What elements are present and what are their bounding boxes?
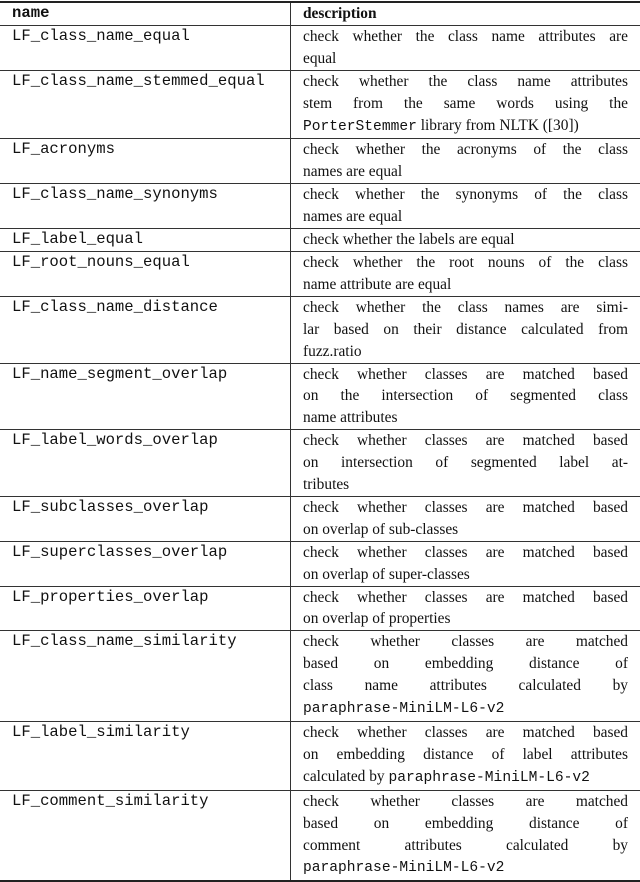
description-line <box>303 564 628 586</box>
description-line <box>303 608 628 630</box>
description-text: stem from the same words using the <box>303 95 628 112</box>
description-line <box>303 452 628 474</box>
function-name: LF_label_words_overlap <box>0 430 291 497</box>
description-line <box>303 364 628 386</box>
description-text: names are equal <box>303 208 402 225</box>
description-line <box>303 497 628 519</box>
description-line <box>303 407 628 429</box>
table-row <box>0 631 640 722</box>
description-text: based on embedding distance of <box>303 815 628 832</box>
description-line <box>303 519 628 541</box>
table-row <box>0 139 640 184</box>
function-name: LF_class_name_distance <box>0 296 291 363</box>
table-body <box>0 25 640 881</box>
function-name: LF_comment_similarity <box>0 790 291 881</box>
function-description <box>291 25 640 70</box>
description-line <box>303 252 628 274</box>
table-row <box>0 790 640 881</box>
table-row <box>0 722 640 791</box>
description-line <box>303 791 628 813</box>
description-line <box>303 48 628 70</box>
function-name: LF_label_similarity <box>0 722 291 791</box>
description-text: comment attributes calculated by <box>303 837 628 854</box>
function-name: LF_class_name_stemmed_equal <box>0 70 291 139</box>
description-line <box>303 385 628 407</box>
description-text: fuzz.ratio <box>303 343 362 360</box>
function-description <box>291 229 640 252</box>
description-line <box>303 722 628 744</box>
description-line <box>303 474 628 496</box>
description-text: check whether classes are matched based <box>303 432 628 449</box>
function-name: LF_class_name_similarity <box>0 631 291 722</box>
description-line <box>303 430 628 452</box>
description-line <box>303 274 628 296</box>
function-name: LF_acronyms <box>0 139 291 184</box>
description-line <box>303 697 628 721</box>
description-text: check whether classes are matched based <box>303 366 628 383</box>
code-term: paraphrase-MiniLM-L6-v2 <box>388 770 589 786</box>
function-description <box>291 251 640 296</box>
description-text: check whether the root nouns of the class <box>303 254 628 271</box>
table-row <box>0 363 640 430</box>
description-text: check whether the class name attributes <box>303 73 628 90</box>
function-name: LF_class_name_equal <box>0 25 291 70</box>
description-text: on overlap of super-classes <box>303 566 470 583</box>
code-term: paraphrase-MiniLM-L6-v2 <box>303 860 504 876</box>
description-text: class name attributes calculated by <box>303 677 628 694</box>
column-header-name: name <box>0 2 291 25</box>
description-line <box>303 71 628 93</box>
description-text: check whether classes are matched based <box>303 544 628 561</box>
description-text: calculated by <box>303 768 388 785</box>
description-text: name attribute are equal <box>303 276 451 293</box>
description-line <box>303 675 628 697</box>
description-line <box>303 161 628 183</box>
description-text: check whether classes are matched based <box>303 589 628 606</box>
function-description <box>291 541 640 586</box>
code-term: PorterStemmer <box>303 119 417 135</box>
description-line <box>303 115 628 139</box>
description-text: based on embedding distance of <box>303 655 628 672</box>
description-text: equal <box>303 50 336 67</box>
description-line <box>303 587 628 609</box>
function-description <box>291 631 640 722</box>
description-line <box>303 856 628 880</box>
description-text: on overlap of properties <box>303 610 450 627</box>
table-row <box>0 251 640 296</box>
description-text: check whether classes are matched based <box>303 499 628 516</box>
description-text: lar based on their distance calculated from <box>303 321 628 338</box>
table-row <box>0 430 640 497</box>
description-text: check whether the synonyms of the class <box>303 186 628 203</box>
description-text: check whether the class name attributes are <box>303 28 628 45</box>
description-text: on embedding distance of label attributes <box>303 746 628 763</box>
function-name: LF_label_equal <box>0 229 291 252</box>
description-line <box>303 93 628 115</box>
code-term: paraphrase-MiniLM-L6-v2 <box>303 701 504 717</box>
description-text: check whether the acronyms of the class <box>303 141 628 158</box>
column-header-description: description <box>291 2 640 25</box>
function-description <box>291 496 640 541</box>
description-text: check whether classes are matched <box>303 633 628 650</box>
function-description <box>291 430 640 497</box>
description-text: names are equal <box>303 163 402 180</box>
table-row <box>0 541 640 586</box>
function-description <box>291 296 640 363</box>
description-line <box>303 653 628 675</box>
description-line <box>303 206 628 228</box>
function-description <box>291 139 640 184</box>
description-text: tributes <box>303 476 349 493</box>
table-row <box>0 70 640 139</box>
description-text: name attributes <box>303 409 397 426</box>
description-text: library from NLTK ([30]) <box>417 117 579 134</box>
description-line <box>303 835 628 857</box>
description-line <box>303 542 628 564</box>
labeling-functions-table <box>0 1 640 882</box>
function-description <box>291 722 640 791</box>
table-row <box>0 586 640 631</box>
function-description <box>291 363 640 430</box>
description-line <box>303 184 628 206</box>
table-row <box>0 229 640 252</box>
table-row <box>0 184 640 229</box>
function-description <box>291 790 640 881</box>
function-description <box>291 586 640 631</box>
table-row <box>0 25 640 70</box>
table-row <box>0 496 640 541</box>
description-text: check whether the labels are equal <box>303 231 515 248</box>
description-line <box>303 319 628 341</box>
function-name: LF_name_segment_overlap <box>0 363 291 430</box>
function-name: LF_class_name_synonyms <box>0 184 291 229</box>
function-name: LF_subclasses_overlap <box>0 496 291 541</box>
description-line <box>303 744 628 766</box>
function-name: LF_root_nouns_equal <box>0 251 291 296</box>
description-text: on the intersection of segmented class <box>303 387 628 404</box>
description-line <box>303 631 628 653</box>
description-text: check whether classes are matched <box>303 793 628 810</box>
description-text: on overlap of sub-classes <box>303 521 458 538</box>
function-description <box>291 184 640 229</box>
table-row <box>0 296 640 363</box>
function-description <box>291 70 640 139</box>
description-text: on intersection of segmented label at- <box>303 454 628 471</box>
description-line <box>303 26 628 48</box>
description-text: check whether classes are matched based <box>303 724 628 741</box>
header-row <box>0 2 640 25</box>
description-line <box>303 139 628 161</box>
description-text: check whether the class names are simi- <box>303 299 628 316</box>
description-line <box>303 297 628 319</box>
function-name: LF_superclasses_overlap <box>0 541 291 586</box>
description-line <box>303 229 628 251</box>
description-line <box>303 341 628 363</box>
function-name: LF_properties_overlap <box>0 586 291 631</box>
description-line <box>303 813 628 835</box>
description-line <box>303 766 628 790</box>
